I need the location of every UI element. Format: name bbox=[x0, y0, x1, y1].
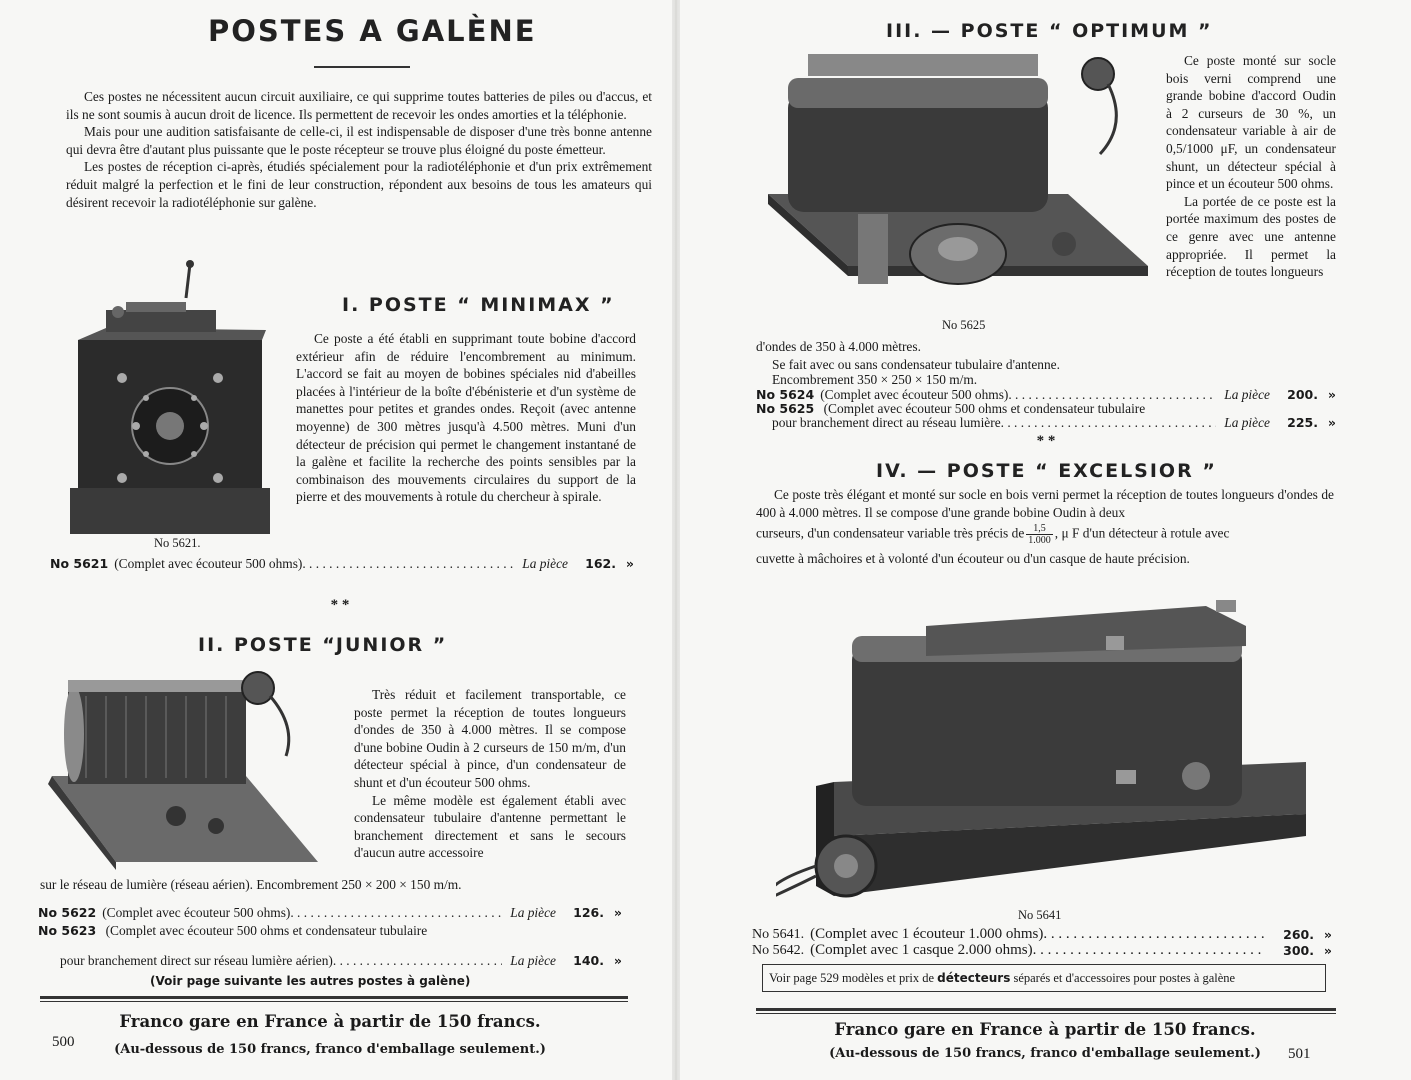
leader-dots bbox=[1043, 926, 1266, 943]
separator-stars: * * bbox=[330, 597, 350, 613]
optimum-caption: No 5625 bbox=[942, 318, 986, 332]
intro-paragraph-1: Ces postes ne nécessitent aucun circuit auxiliaire, ce qui supprime toutes batteries de piles ou d'accus, et ils ne sont soumis à aucun droit de licence. Ils permettent de recevoir les ondes amorties et la téléphonie. bbox=[66, 89, 652, 122]
leader-dots bbox=[302, 555, 514, 572]
excelsior-description-b bbox=[756, 523, 1334, 546]
price-line-5625-b bbox=[772, 414, 1336, 431]
item-label: (Complet avec écouteur 500 ohms et condensateur tubulaire bbox=[105, 923, 428, 938]
item-mark: » bbox=[613, 953, 622, 968]
leader-dots bbox=[1001, 414, 1217, 431]
excelsior-description-b1: curseurs, d'un condensateur variable très précis de bbox=[756, 525, 1025, 541]
item-price: 300. bbox=[1283, 943, 1314, 958]
left-page bbox=[0, 0, 672, 1080]
leader-dots bbox=[333, 952, 502, 969]
item-label-continued: pour branchement direct au réseau lumière bbox=[772, 415, 1001, 430]
item-code: No 5622 bbox=[38, 905, 97, 920]
optimum-paragraph-1: Ce poste monté sur socle bois verni comprend une grande bobine d'accord Oudin à 2 curseurs de 30 %, un condensateur variable à air de 0,5/1000 μF, un condensateur shunt, un détecteur spécial à pince et un écouteur 500 ohms. bbox=[1166, 53, 1336, 192]
footer-rule-thin bbox=[756, 1013, 1336, 1014]
price-line-5642 bbox=[752, 942, 1332, 959]
optimum-title: III. — POSTE “ OPTIMUM ” bbox=[886, 20, 1213, 42]
item-label: (Complet avec 1 casque 2.000 ohms) bbox=[810, 942, 1033, 958]
junior-paragraph-2: Le même modèle est également établi avec condensateur tubulaire d'antenne permettant le branchement directement et sans le secours d'aucun autre accessoire bbox=[354, 792, 626, 861]
separator-stars: * * bbox=[1036, 433, 1056, 449]
intro-text bbox=[66, 88, 652, 211]
right-page bbox=[680, 0, 1411, 1080]
minimax-caption: No 5621. bbox=[154, 536, 201, 550]
item-label: (Complet avec écouteur 500 ohms) bbox=[102, 905, 291, 920]
title-rule bbox=[314, 66, 410, 68]
item-label-continued: pour branchement direct sur réseau lumière aérien) bbox=[60, 953, 333, 968]
excelsior-description-b2: , μ F d'un détecteur à rotule avec bbox=[1054, 525, 1230, 541]
optimum-side-text bbox=[1166, 52, 1336, 281]
detectors-note-box bbox=[762, 964, 1326, 992]
excelsior-description-c: cuvette à mâchoires et à volonté d'un écouteur ou d'un casque de haute précision. bbox=[756, 551, 1190, 567]
junior-paragraph-1: Très réduit et facilement transportable, ce poste permet la réception de toutes longueurs d'ondes de 350 à 4.000 mètres. Il se compose d'une bobine Oudin à 2 curseurs de 150 m/m, d'un détecteur spécial à pince, d'un condensateur de shunt et d'un écouteur 500 ohms. bbox=[354, 687, 626, 790]
item-price: 225. bbox=[1287, 415, 1318, 430]
optimum-illustration bbox=[768, 44, 1148, 316]
fraction-denominator: 1.000 bbox=[1028, 535, 1051, 547]
optimum-paragraph-2: La portée de ce poste est la portée maximum des postes de ce genre avec une antenne appropriée. Il permet la réception de toutes longueurs bbox=[1166, 193, 1336, 280]
junior-title: II. POSTE “JUNIOR ” bbox=[198, 634, 448, 656]
item-code: No 5625 bbox=[756, 401, 815, 416]
item-code: No 5641. bbox=[752, 927, 805, 942]
item-label: (Complet avec 1 écouteur 1.000 ohms) bbox=[810, 926, 1044, 942]
see-next-page-note: (Voir page suivante les autres postes à galène) bbox=[150, 974, 471, 988]
item-piece: La pièce bbox=[522, 556, 568, 571]
price-line-5623-b bbox=[60, 952, 622, 969]
price-line-5623-a bbox=[38, 922, 427, 939]
minimax-title: I. POSTE “ MINIMAX ” bbox=[342, 294, 615, 316]
excelsior-description bbox=[756, 486, 1334, 568]
page-number: 500 bbox=[52, 1034, 75, 1050]
leader-dots bbox=[1033, 942, 1266, 959]
item-price: 140. bbox=[573, 953, 604, 968]
footer-packing: (Au-dessous de 150 francs, franco d'emballage seulement.) bbox=[114, 1042, 546, 1057]
item-code: No 5623 bbox=[38, 923, 97, 938]
price-line-5621 bbox=[50, 555, 634, 572]
item-price: 162. bbox=[585, 556, 616, 571]
footer-packing: (Au-dessous de 150 francs, franco d'emballage seulement.) bbox=[829, 1046, 1261, 1061]
item-mark: » bbox=[1323, 927, 1332, 942]
excelsior-title: IV. — POSTE “ EXCELSIOR ” bbox=[876, 460, 1217, 482]
excelsior-caption: No 5641 bbox=[1018, 908, 1062, 922]
item-code: No 5621 bbox=[50, 556, 109, 571]
fraction-numerator: 1,5 bbox=[1026, 523, 1053, 535]
minimax-illustration bbox=[66, 258, 274, 540]
item-mark: » bbox=[613, 905, 622, 920]
note-text-bold: détecteurs bbox=[937, 971, 1011, 985]
item-mark: » bbox=[1323, 943, 1332, 958]
item-code: No 5624 bbox=[756, 387, 815, 402]
item-mark: » bbox=[1327, 387, 1336, 402]
item-price: 126. bbox=[573, 905, 604, 920]
page-title: POSTES A GALÈNE bbox=[208, 14, 537, 48]
optimum-dimensions: Encombrement 350 × 250 × 150 m/m. bbox=[772, 372, 978, 387]
optimum-continuation: d'ondes de 350 à 4.000 mètres. bbox=[756, 339, 921, 354]
item-piece: La pièce bbox=[510, 953, 556, 968]
note-text-c: séparés et d'accessoires pour postes à galène bbox=[1010, 971, 1236, 985]
footer-shipping: Franco gare en France à partir de 150 francs. bbox=[834, 1020, 1256, 1039]
item-price: 260. bbox=[1283, 927, 1314, 942]
footer-rule-thick bbox=[756, 1008, 1336, 1011]
footer-rule-thin bbox=[40, 1001, 628, 1002]
excelsior-description-a: Ce poste très élégant et monté sur socle en bois verni permet la réception de toutes longueurs d'ondes de 400 à 4.000 mètres. Il se compose d'une grande bobine Oudin à deux bbox=[756, 487, 1334, 520]
price-line-5641 bbox=[752, 926, 1332, 943]
junior-description bbox=[354, 686, 626, 862]
price-line-5622 bbox=[38, 904, 622, 921]
item-label: (Complet avec écouteur 500 ohms) bbox=[114, 556, 303, 571]
page-number: 501 bbox=[1288, 1046, 1311, 1062]
minimax-description-text: Ce poste a été établi en supprimant toute bobine d'accord extérieur afin de réduire l'encombrement au minimum. L'accord se fait au moyen de bobines spéciales nid d'abeilles placées à l'intérieur de la boîte d'ébénisterie et d'un système de manettes pour petites et grandes ondes. Reçoit (avec antenne moyenne) de 300 mètres jusqu'à 4.500 mètres. Muni d'un détecteur de précision qui permet le changement instantané de la galène et facilite la recherche des points sensibles par la combinaison des mouvements circulaires du support de la pierre et des mouvements à rotule du chercheur à spirale. bbox=[296, 331, 636, 505]
item-code: No 5642. bbox=[752, 943, 805, 958]
excelsior-illustration bbox=[776, 586, 1324, 912]
junior-illustration bbox=[46, 666, 322, 872]
item-mark: » bbox=[1327, 415, 1336, 430]
capacity-fraction bbox=[1026, 523, 1053, 546]
item-label: (Complet avec écouteur 500 ohms) bbox=[820, 387, 1009, 402]
footer-shipping: Franco gare en France à partir de 150 francs. bbox=[119, 1012, 541, 1031]
item-piece: La pièce bbox=[510, 905, 556, 920]
junior-tail: sur le réseau de lumière (réseau aérien). Encombrement 250 × 200 × 150 m/m. bbox=[40, 877, 462, 892]
item-price: 200. bbox=[1287, 387, 1318, 402]
footer-rule-thick bbox=[40, 996, 628, 999]
note-text-a: Voir page 529 modèles et prix de bbox=[769, 971, 938, 985]
optimum-condenser-note: Se fait avec ou sans condensateur tubulaire d'antenne. bbox=[772, 357, 1060, 372]
item-label: (Complet avec écouteur 500 ohms et condensateur tubulaire bbox=[823, 401, 1146, 416]
item-piece: La pièce bbox=[1224, 387, 1270, 402]
intro-paragraph-3: Les postes de réception ci-après, étudiés spécialement pour la radiotéléphonie et d'un prix extrêmement réduit malgré la perfection et le fini de leur construction, répondent aux besoins de tous les amateurs qui désirent recevoir la radiotéléphonie sur galène. bbox=[66, 159, 652, 210]
intro-paragraph-2: Mais pour une audition satisfaisante de celle-ci, il est indispensable de disposer d'une très bonne antenne qui devra être d'autant plus puissante que le poste récepteur se trouve plus éloigné du poste émetteur. bbox=[66, 124, 652, 157]
item-mark: » bbox=[625, 556, 634, 571]
leader-dots bbox=[290, 904, 502, 921]
minimax-description bbox=[296, 330, 636, 506]
item-piece: La pièce bbox=[1224, 415, 1270, 430]
